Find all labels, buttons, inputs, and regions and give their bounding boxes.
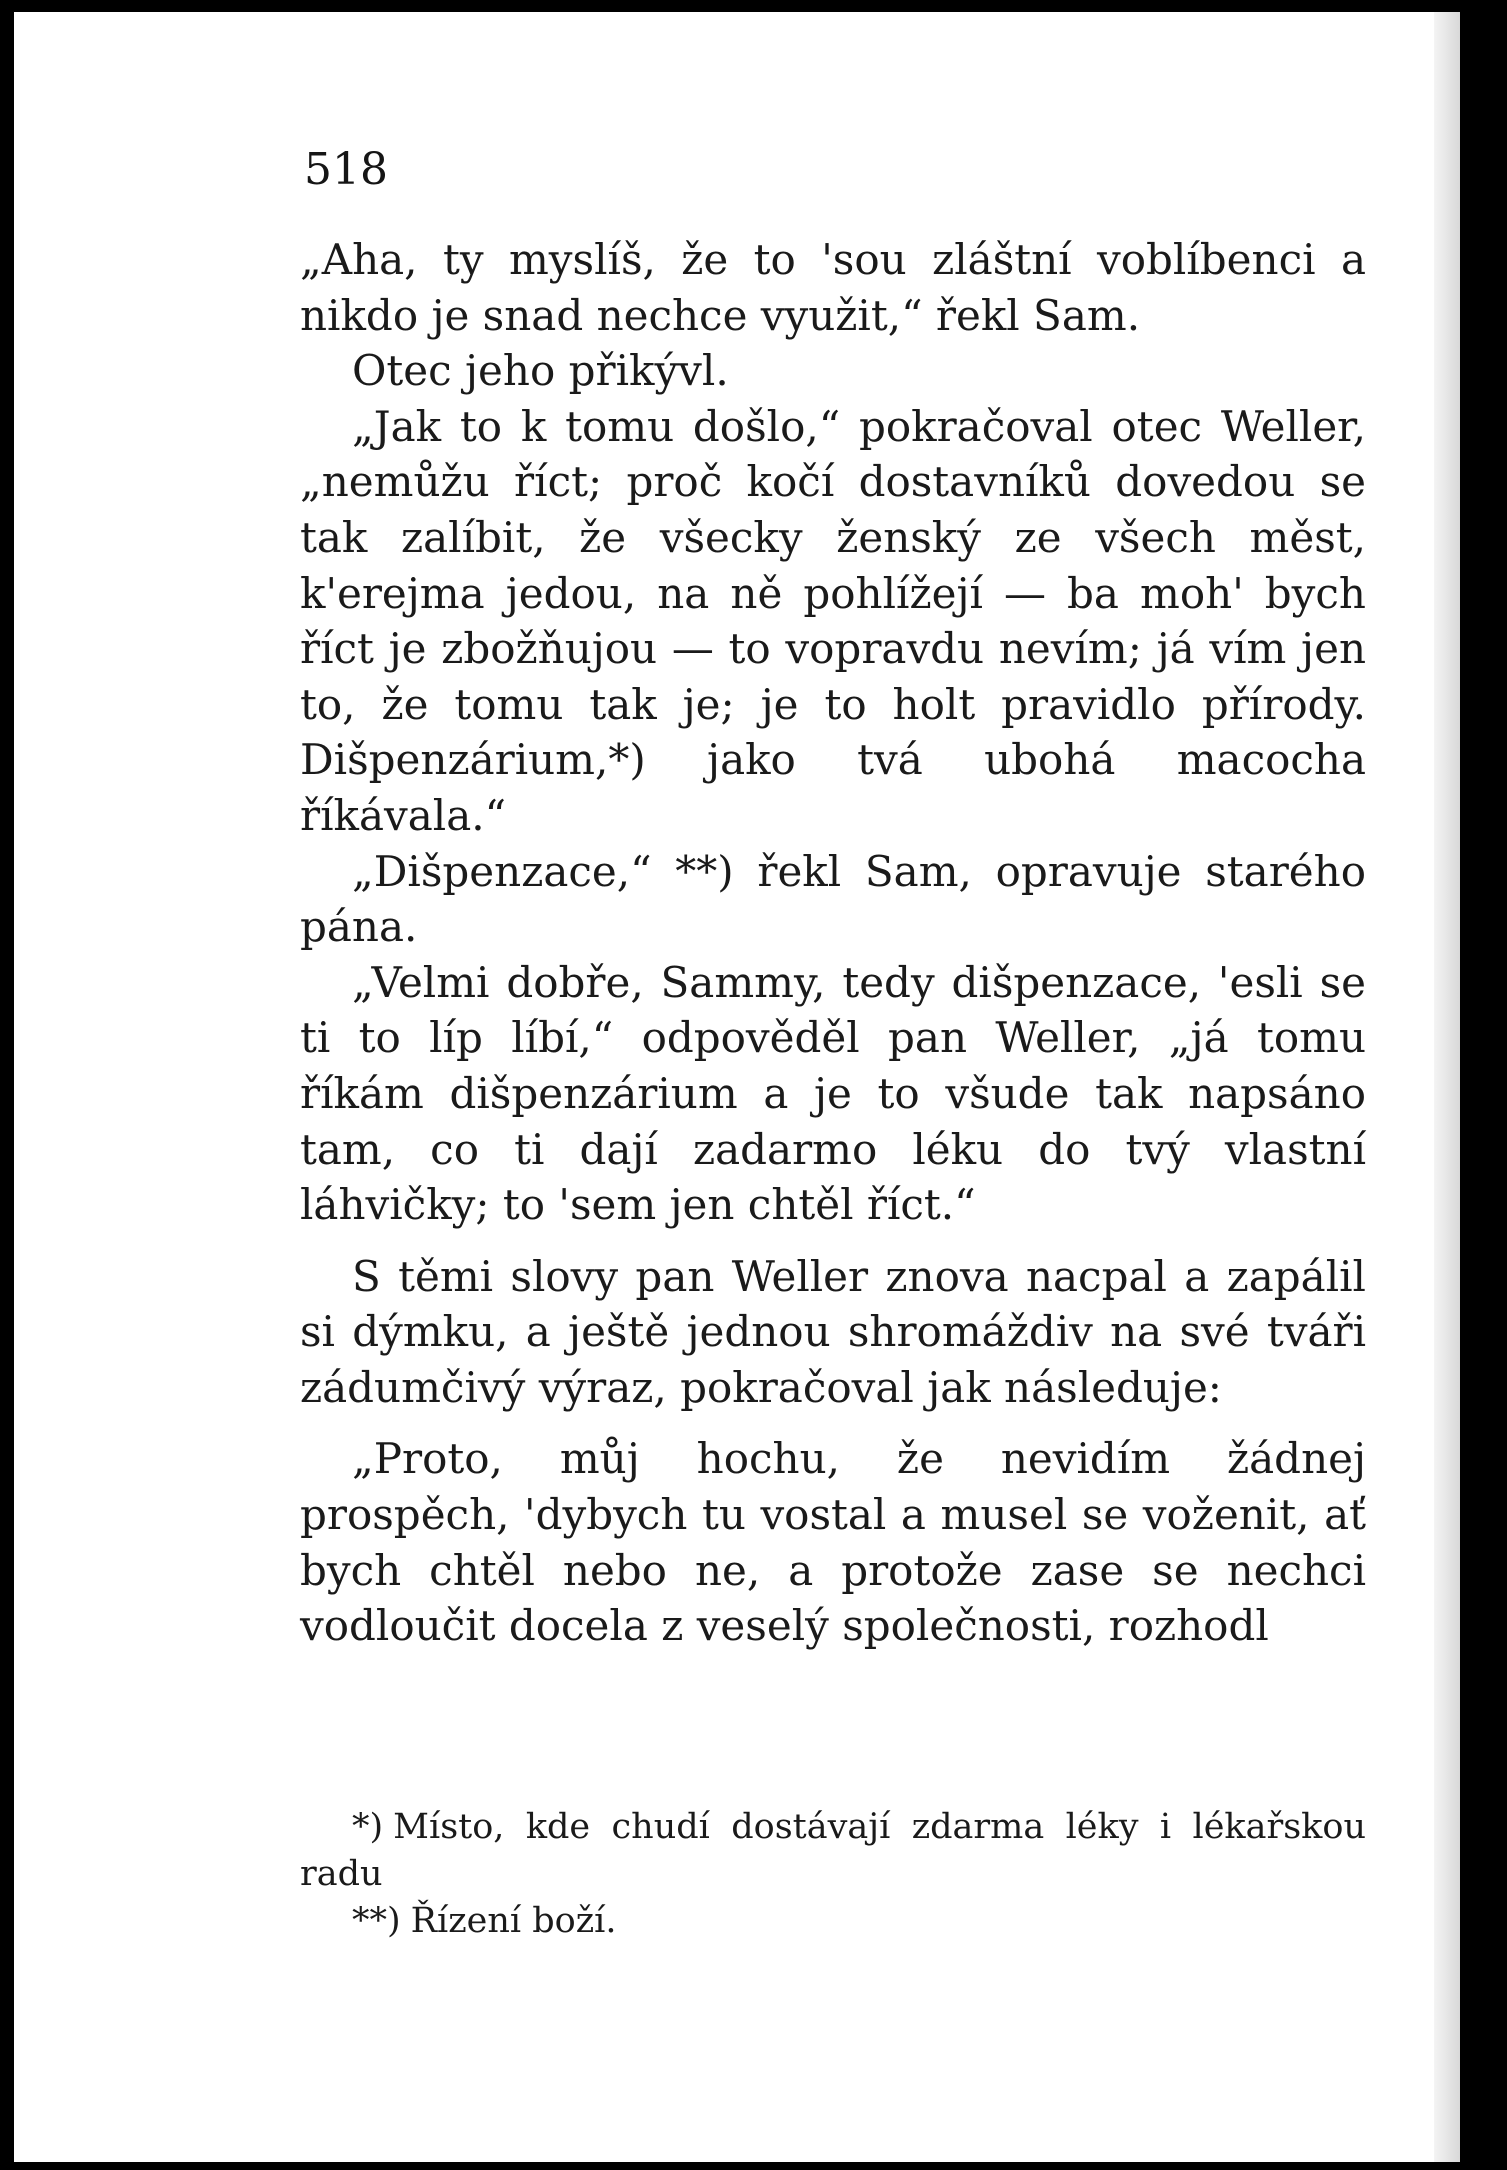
- footnotes: [300, 1804, 1366, 1945]
- scan-edge: [1434, 12, 1460, 2162]
- footnote-text: Řízení boží.: [410, 1901, 617, 1941]
- footnote-text: Místo, kde chudí dostávají zdarma léky i lékařskou radu: [300, 1807, 1366, 1894]
- page-number: 518: [304, 144, 388, 195]
- paragraph: „Dišpenzace,“ **) řekl Sam, opravuje starého pána.: [300, 846, 1366, 952]
- book-page: [14, 12, 1460, 2162]
- paragraph: „Jak to k tomu došlo,“ pokračoval otec Weller, „nemůžu říct; proč kočí dostavníků dovedou se tak zalíbit, že všecky ženský ze všech měst, k'erejma jedou, na ně pohlížejí — ba moh' bych říct je zbožňujou — to vopravdu nevím; já vím jen to, že tomu tak je; je to holt pravidlo přírody. Dišpenzárium,*) jako tvá ubohá macocha říkávala.“: [300, 401, 1366, 840]
- paragraph: „Proto, můj hochu, že nevidím žádnej prospěch, 'dybych tu vostal a musel se voženit, ať bych chtěl nebo ne, a protože zase se nechci vodloučit docela z veselý společnosti, rozhodl: [300, 1434, 1366, 1651]
- footnote: [300, 1804, 1366, 1898]
- paragraph: „Aha, ty myslíš, že to 'sou zláštní voblíbenci a nikdo je snad nechce využit,“ řekl Sam.: [300, 235, 1366, 340]
- footnote: [300, 1898, 1366, 1945]
- body-text: [300, 232, 1366, 1654]
- paragraph: S těmi slovy pan Weller znova nacpal a zapálil si dýmku, a ještě jednou shromáždiv na své tváři zádumčivý výraz, pokračoval jak následuje:: [300, 1251, 1366, 1412]
- paragraph: „Velmi dobře, Sammy, tedy dišpenzace, 'esli se ti to líp líbí,“ odpověděl pan Weller, „já tomu říkám dišpenzárium a je to všude tak napsáno tam, co ti dají zadarmo léku do tvý vlastní láhvičky; to 'sem jen chtěl říct.“: [300, 957, 1366, 1230]
- footnote-mark: **): [352, 1901, 401, 1941]
- paragraph: Otec jeho přikývl.: [352, 346, 729, 396]
- footnote-mark: *): [352, 1807, 384, 1847]
